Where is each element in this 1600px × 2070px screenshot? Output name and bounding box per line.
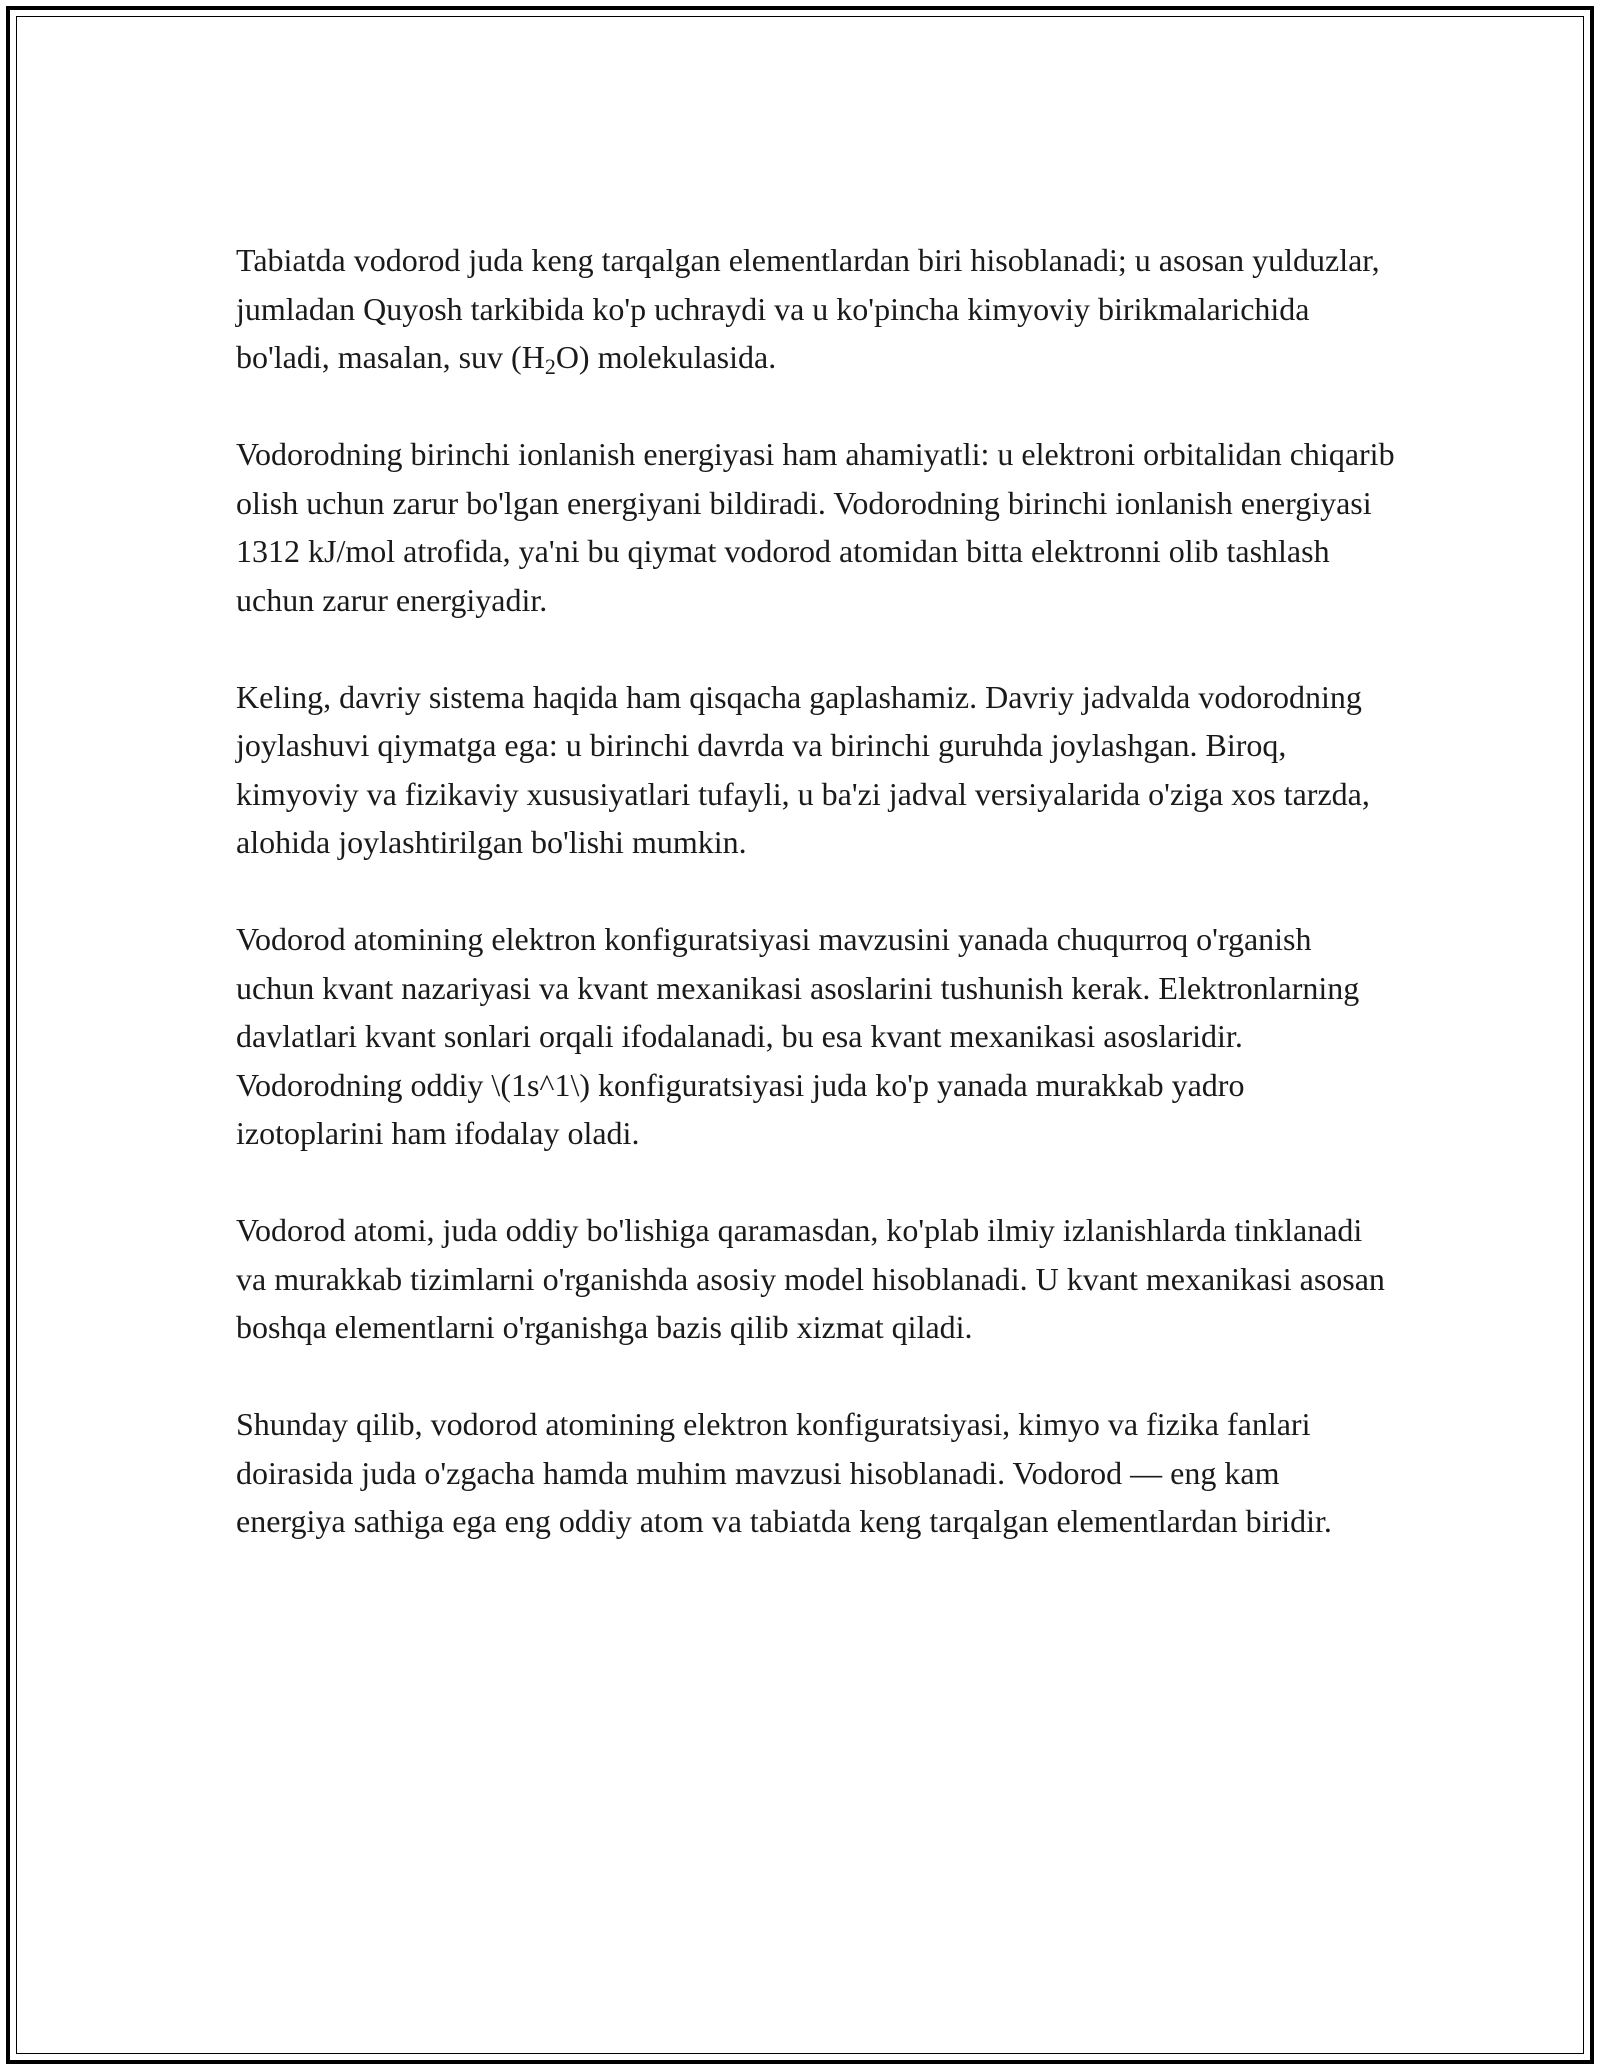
paragraph-1-text: Tabiatda vodorod juda keng tarqalgan elementlardan biri hisoblanadi; u asosan yulduzlar, jumladan Quyosh tarkibida ko'p uchraydi va u ko'pincha kimyoviy birikmalarichida bo'ladi, masalan, suv (H bbox=[236, 242, 1380, 375]
paragraph-4: Vodorod atomining elektron konfiguratsiyasi mavzusini yanada chuqurroq o'rganish uchun kvant nazariyasi va kvant mexanikasi asoslarini tushunish kerak. Elektronlarning davlatlari kvant sonlari orqali ifodalanadi, bu esa kvant mexanikasi asoslaridir. Vodorodning oddiy \(1s^1\) konfiguratsiyasi juda ko'p yanada murakkab yadro izotoplarini ham ifodalay oladi. bbox=[236, 921, 1360, 1151]
document-body bbox=[236, 236, 1396, 1546]
paragraph-1 bbox=[236, 236, 1396, 382]
paragraph-3: Keling, davriy sistema haqida ham qisqacha gaplashamiz. Davriy jadvalda vodorodning joylashuvi qiymatga ega: u birinchi davrda va birinchi guruhda joylashgan. Biroq, kimyoviy va fizikaviy xususiyatlari tufayli, u ba'zi jadval versiyalarida o'ziga xos tarzda, alohida joylashtirilgan bo'lishi mumkin. bbox=[236, 678, 1370, 860]
water-formula-subscript: 2 bbox=[544, 354, 556, 379]
paragraph-5: Vodorod atomi, juda oddiy bo'lishiga qaramasdan, ko'plab ilmiy izlanishlarda tinklanadi va murakkab tizimlarni o'rganishda asosiy model hisoblanadi. U kvant mexanikasi asosan boshqa elementlarni o'rganishga bazis qilib xizmat qiladi. bbox=[236, 1212, 1385, 1345]
paragraph-2: Vodorodning birinchi ionlanish energiyasi ham ahamiyatli: u elektroni orbitalidan chiqarib olish uchun zarur bo'lgan energiyani bildiradi. Vodorodning birinchi ionlanish energiyasi 1312 kJ/mol atrofida, ya'ni bu qiymat vodorod atomidan bitta elektronni olib tashlash uchun zarur energiyadir. bbox=[236, 436, 1395, 618]
paragraph-1-text-end: O) molekulasida. bbox=[555, 339, 777, 375]
paragraph-6: Shunday qilib, vodorod atomining elektron konfiguratsiyasi, kimyo va fizika fanlari doirasida juda o'zgacha hamda muhim mavzusi hisoblanadi. Vodorod — eng kam energiya sathiga ega eng oddiy atom va tabiatda keng tarqalgan elementlardan biridir. bbox=[236, 1406, 1332, 1539]
